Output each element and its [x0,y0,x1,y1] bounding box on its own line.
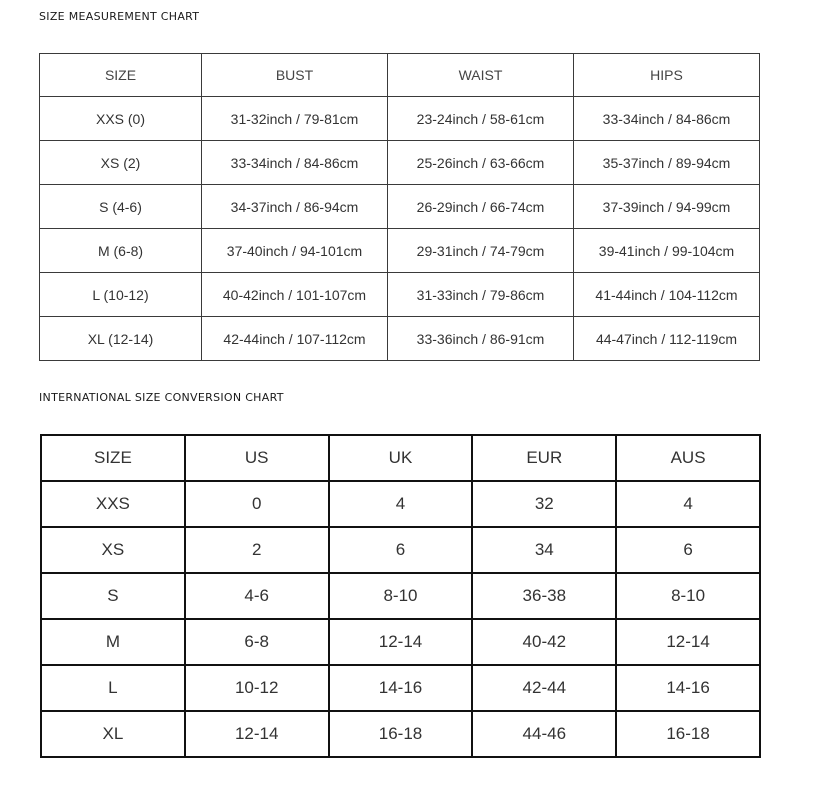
table-row [40,185,760,229]
table-row [41,665,760,711]
table-cell: 8-10 [329,573,473,619]
table-cell: S [41,573,185,619]
table-cell: 25-26inch / 63-66cm [388,141,574,185]
table-cell: 14-16 [329,665,473,711]
table-cell: 4-6 [185,573,329,619]
header-us: US [185,435,329,481]
conversion-chart-title: INTERNATIONAL SIZE CONVERSION CHART [39,391,284,404]
table-cell: XXS (0) [40,97,202,141]
header-aus: AUS [616,435,760,481]
table-cell: 40-42 [472,619,616,665]
table-cell: M [41,619,185,665]
table-row [41,527,760,573]
header-waist: WAIST [388,54,574,97]
table-header-row [40,54,760,97]
table-cell: XXS [41,481,185,527]
table-cell: 44-46 [472,711,616,757]
table-cell: 0 [185,481,329,527]
header-size: SIZE [40,54,202,97]
table-cell: 12-14 [616,619,760,665]
size-conversion-table [40,434,761,758]
table-cell: 10-12 [185,665,329,711]
table-cell: 39-41inch / 99-104cm [574,229,760,273]
table-cell: 14-16 [616,665,760,711]
table-row [41,619,760,665]
header-uk: UK [329,435,473,481]
table-cell: 37-40inch / 94-101cm [202,229,388,273]
table-row [40,317,760,361]
table-cell: 12-14 [329,619,473,665]
table-cell: 33-34inch / 84-86cm [574,97,760,141]
table-cell: 16-18 [616,711,760,757]
table-cell: L (10-12) [40,273,202,317]
table-row [41,573,760,619]
table-row [40,273,760,317]
table-row [40,141,760,185]
table-cell: 16-18 [329,711,473,757]
table-cell: 37-39inch / 94-99cm [574,185,760,229]
table-cell: XS (2) [40,141,202,185]
table-cell: 42-44inch / 107-112cm [202,317,388,361]
header-eur: EUR [472,435,616,481]
table-cell: 34-37inch / 86-94cm [202,185,388,229]
table-header-row [41,435,760,481]
table-cell: 35-37inch / 89-94cm [574,141,760,185]
table-cell: 42-44 [472,665,616,711]
table-cell: 12-14 [185,711,329,757]
table-cell: 44-47inch / 112-119cm [574,317,760,361]
header-size: SIZE [41,435,185,481]
table-row [41,481,760,527]
table-cell: 40-42inch / 101-107cm [202,273,388,317]
table-cell: M (6-8) [40,229,202,273]
table-row [41,711,760,757]
table-cell: 6-8 [185,619,329,665]
header-bust: BUST [202,54,388,97]
table-cell: XL (12-14) [40,317,202,361]
table-row [40,97,760,141]
table-row [40,229,760,273]
table-cell: 33-34inch / 84-86cm [202,141,388,185]
table-cell: 6 [329,527,473,573]
table-cell: 6 [616,527,760,573]
table-cell: S (4-6) [40,185,202,229]
table-cell: 26-29inch / 66-74cm [388,185,574,229]
table-cell: 8-10 [616,573,760,619]
table-cell: 29-31inch / 74-79cm [388,229,574,273]
header-hips: HIPS [574,54,760,97]
table-cell: 31-33inch / 79-86cm [388,273,574,317]
table-cell: 2 [185,527,329,573]
table-cell: 4 [329,481,473,527]
table-cell: 34 [472,527,616,573]
table-cell: 32 [472,481,616,527]
table-cell: XL [41,711,185,757]
table-cell: L [41,665,185,711]
table-cell: XS [41,527,185,573]
table-cell: 36-38 [472,573,616,619]
table-cell: 41-44inch / 104-112cm [574,273,760,317]
table-cell: 33-36inch / 86-91cm [388,317,574,361]
measurement-chart-title: SIZE MEASUREMENT CHART [39,10,200,23]
table-cell: 23-24inch / 58-61cm [388,97,574,141]
table-cell: 31-32inch / 79-81cm [202,97,388,141]
size-measurement-table [39,53,760,361]
table-cell: 4 [616,481,760,527]
